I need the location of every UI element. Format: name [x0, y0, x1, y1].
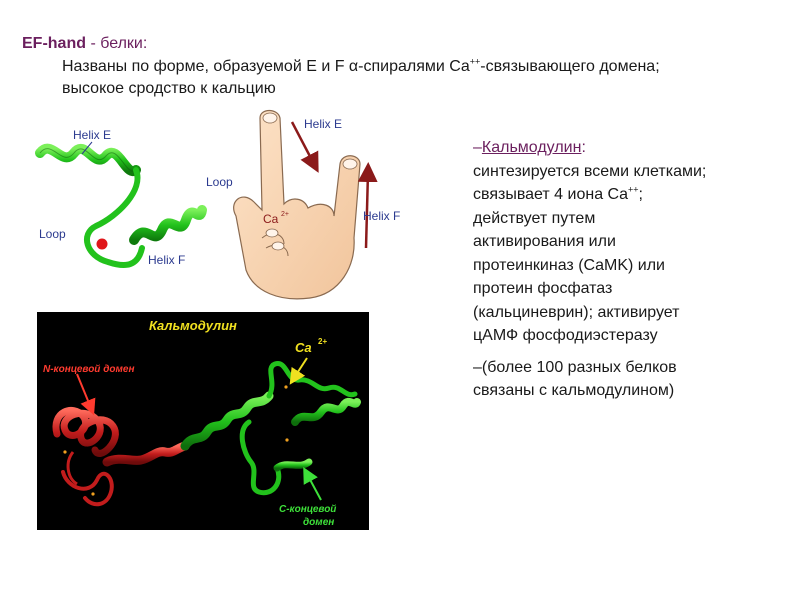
description-line-3: действует путем [473, 209, 596, 227]
description-line-2-charge: ++ [628, 184, 639, 195]
calmodulin-description [473, 136, 773, 403]
loop-ribbon [87, 170, 142, 265]
label-n-domain: N-концевой домен [43, 364, 135, 375]
calmodulin-figure-title: Кальмодулин [149, 318, 237, 333]
label-helix-e-left: Helix E [73, 128, 112, 142]
note-line-2: связаны с кальмодулином) [473, 382, 675, 399]
description-line-2 [473, 183, 773, 207]
note-line-1: –(более 100 разных белков [473, 358, 677, 376]
calmodulin-figure [37, 312, 369, 530]
description-line-7: (кальциневрин); активирует [473, 303, 680, 321]
slide-subtitle [62, 56, 782, 100]
description-line-6: протеин фосфатаз [473, 280, 613, 297]
title-ef-hand: EF-hand [22, 35, 86, 52]
subtitle-text-c: -связывающего домена; [480, 58, 660, 75]
title-rest: - белки: [86, 35, 148, 52]
ef-hand-figure [22, 98, 420, 306]
description-line-8: цАМФ фосфодиэстеразу [473, 327, 658, 344]
description-line-4: активирования или [473, 233, 616, 250]
calcium-site-3 [63, 450, 66, 453]
label-helix-f-right: Helix F [363, 209, 401, 223]
calmodulin-heading-line [473, 136, 773, 160]
label-ca-right: Ca [263, 212, 279, 226]
hand-illustration [234, 111, 360, 299]
label-ca-right-charge: 2+ [281, 211, 289, 218]
subtitle-text-b: -спиралями Ca [358, 58, 470, 75]
heading-dash: – [473, 139, 482, 156]
calcium-site-1 [284, 385, 287, 388]
description-line-1: синтезируется всеми клетками; [473, 162, 707, 180]
helix-e-ribbon [40, 149, 136, 172]
ca-charge-superscript: ++ [469, 56, 481, 67]
subtitle-line-1 [62, 56, 782, 78]
description-line-2-text: связывает 4 иона Ca [473, 186, 628, 203]
slide-title [22, 34, 147, 54]
helix-f-ribbon [134, 210, 202, 240]
label-loop-left: Loop [39, 227, 66, 241]
label-helix-e-right: Helix E [304, 117, 343, 131]
calcium-site-2 [285, 438, 288, 441]
label-helix-f-left: Helix F [148, 253, 186, 267]
alpha-symbol: α [348, 58, 359, 75]
label-c-domain-line-2: домен [303, 517, 335, 528]
label-loop-right: Loop [206, 175, 233, 189]
label-ca-calmodulin-charge: 2+ [318, 337, 328, 346]
ef-hand-ribbon [40, 149, 202, 265]
calcium-ion-dot [97, 239, 108, 250]
calcium-site-4 [91, 492, 94, 495]
label-c-domain-line-1: C-концевой [279, 504, 337, 515]
description-line-5: протеинкиназ (CaMK) или [473, 256, 665, 274]
description-line-2-end: ; [638, 186, 643, 203]
subtitle-text-a: Названы по форме, образуемой E и F [62, 58, 349, 75]
heading-colon: : [581, 139, 586, 156]
calmodulin-heading: Кальмодулин [481, 139, 582, 156]
label-ca-calmodulin: Ca [295, 340, 312, 355]
subtitle-line-2: высокое сродство к кальцию [62, 80, 276, 97]
